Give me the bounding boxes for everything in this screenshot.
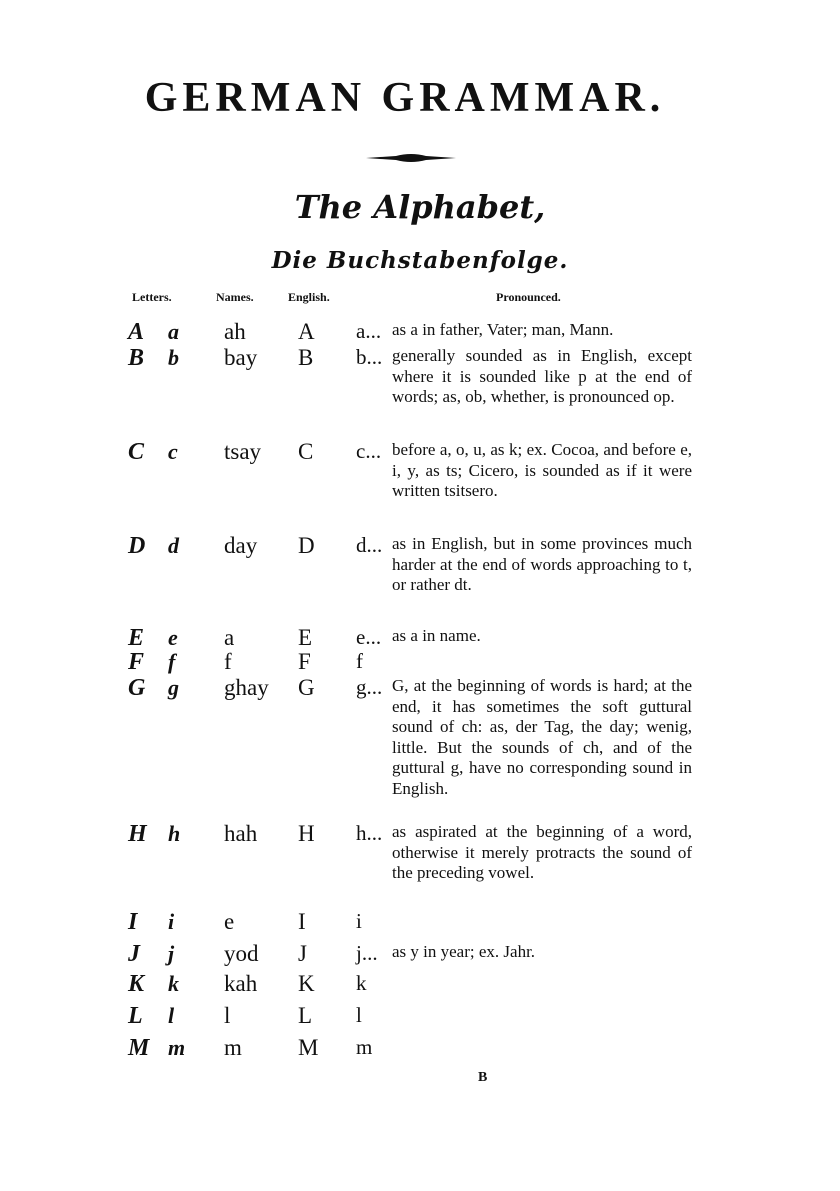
letter-lower: f [168, 649, 176, 674]
letter-english: D [298, 533, 315, 558]
pronunciation-key: b... [356, 345, 383, 369]
letter-english: M [298, 1035, 319, 1060]
letter-english: K [298, 971, 315, 996]
pronunciation-key: d... [356, 533, 383, 557]
letter-lower: j [168, 941, 175, 966]
letter-upper: H [128, 821, 147, 847]
pronunciation-text: G, at the beginning of words is hard; at the end, it has sometimes the soft guttural sound of ch: as, der Tag, the day; wenig, little. But the sounds of ch, and of the guttural g, have no corresponding sound in English. [392, 676, 692, 798]
letter-upper: C [128, 439, 145, 465]
pronunciation-key: k [356, 971, 367, 995]
letter-english: I [298, 909, 306, 934]
letter-lower: c [168, 439, 178, 464]
letter-lower: l [168, 1003, 175, 1028]
letter-lower: i [168, 909, 175, 934]
letter-english: J [298, 941, 307, 966]
page-title: GERMAN GRAMMAR. [144, 75, 666, 121]
page-signature: B [478, 1070, 488, 1085]
letter-name: l [224, 1003, 231, 1028]
letter-upper: A [128, 319, 145, 345]
letter-name: kah [224, 971, 258, 996]
pronunciation-key: i [356, 909, 362, 933]
letter-english: A [298, 319, 315, 344]
column-header-letters: Letters. [132, 290, 172, 304]
letter-lower: a [168, 319, 179, 344]
pronunciation-key: j... [356, 941, 378, 965]
letter-upper: F [128, 649, 145, 675]
letter-english: G [298, 675, 315, 700]
letter-name: m [224, 1035, 242, 1060]
letter-lower: m [168, 1035, 186, 1060]
section-heading: The Alphabet, [294, 188, 546, 226]
pronunciation-key: m [356, 1035, 373, 1059]
pronunciation-key: f [356, 649, 363, 673]
pronunciation-text: generally sounded as in English, except where it is sounded like p at the end of words; as, ob, whether, is pronounced op. [392, 346, 692, 406]
letter-english: H [298, 821, 315, 846]
pronunciation-text: as in English, but in some provinces much harder at the end of words approaching to t, or rather dt. [392, 534, 692, 594]
letter-lower: d [168, 533, 179, 558]
letter-lower: h [168, 821, 181, 846]
letter-english: L [298, 1003, 313, 1028]
letter-upper: M [128, 1035, 150, 1061]
letter-name: day [224, 533, 258, 558]
letter-upper: E [128, 625, 145, 651]
letter-lower: k [168, 971, 179, 996]
letter-english: F [298, 649, 311, 674]
pronunciation-text: as aspirated at the beginning of a word, otherwise it merely protracts the sound of the preceding vowel. [392, 822, 692, 882]
pronunciation-key: e... [356, 625, 382, 649]
letter-name: a [224, 625, 235, 650]
letter-upper: L [128, 1003, 143, 1029]
pronunciation-key: h... [356, 821, 383, 845]
letter-name: ghay [224, 675, 269, 700]
letter-name: hah [224, 821, 258, 846]
column-header-pronounced: Pronounced. [496, 290, 561, 304]
letter-name: f [224, 649, 232, 674]
letter-lower: e [168, 625, 178, 650]
letter-english: E [298, 625, 313, 650]
letter-name: tsay [224, 439, 262, 464]
letter-english: C [298, 439, 314, 464]
letter-english: B [298, 345, 314, 370]
pronunciation-text: before a, o, u, as k; ex. Cocoa, and before e, i, y, as ts; Cicero, is sounded as if it were written tsitsero. [392, 440, 692, 500]
letter-name: bay [224, 345, 258, 370]
column-header-english: English. [288, 290, 330, 304]
pronunciation-key: g... [356, 675, 383, 699]
letter-lower: b [168, 345, 179, 370]
letter-name: e [224, 909, 235, 934]
letter-upper: J [128, 941, 140, 967]
ornamental-rule [366, 152, 456, 164]
letter-lower: g [168, 675, 179, 700]
letter-name: ah [224, 319, 246, 344]
letter-name: yod [224, 941, 259, 966]
pronunciation-text: as a in name. [392, 626, 481, 645]
pronunciation-text: as y in year; ex. Jahr. [392, 942, 536, 961]
column-header-names: Names. [216, 290, 254, 304]
letter-upper: G [128, 675, 146, 701]
letter-upper: D [128, 533, 146, 559]
pronunciation-text: as a in father, Vater; man, Mann. [392, 320, 614, 339]
letter-upper: I [128, 909, 138, 935]
pronunciation-key: l [356, 1003, 362, 1027]
section-subheading: Die Buchstabenfolge. [271, 247, 569, 274]
letter-upper: B [128, 345, 145, 371]
letter-upper: K [128, 971, 145, 997]
pronunciation-key: a... [356, 319, 382, 343]
pronunciation-key: c... [356, 439, 382, 463]
